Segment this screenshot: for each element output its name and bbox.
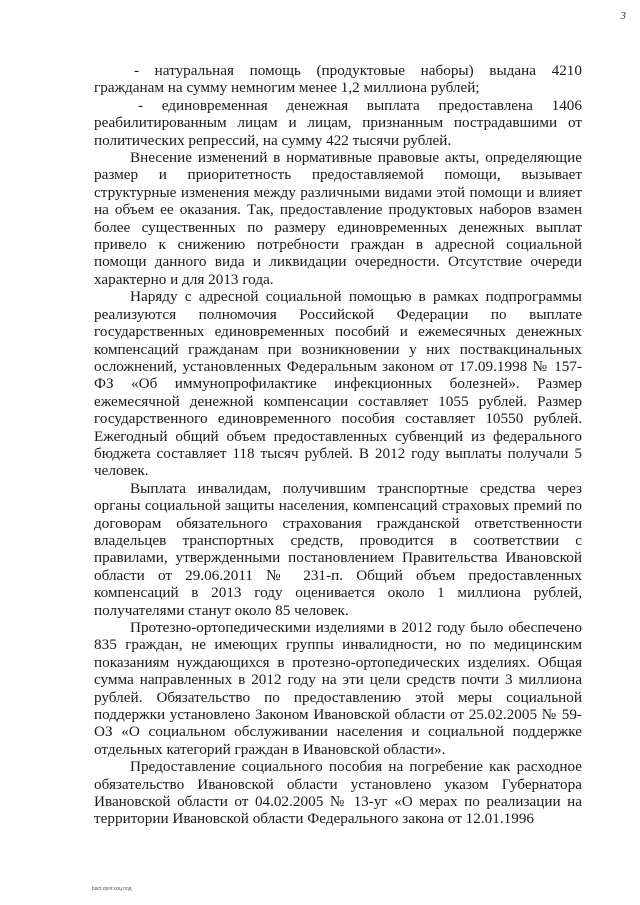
paragraph-lump-sum-payment: - единовременная денежная выплата предоставлена 1406 реабилитированным лицам и лицам, признанным пострадавшими от политических репрессий, на сумму 422 тысячи рублей. <box>94 96 582 149</box>
paragraph-prosthetics: Протезно-ортопедическими изделиями в 2012 году было обеспечено 835 граждан, не имеющих группы инвалидности, но по медицинским показаниям нуждающихся в протезно-ортопедических изделиях. Общая сумма направленных в 2012 году на эти цели средств почти 3 миллиона рублей. Обязательство по предоставлению этой меры социальной поддержки установлено Законом Ивановской области от 25.02.2005 № 59-ОЗ «О социальном обслуживании населения и социальной поддержке отдельных категорий граждан в Ивановской области». <box>94 619 582 758</box>
paragraph-food-aid: - натуральная помощь (продуктовые наборы) выдана 4210 гражданам на сумму немногим менее 1,2 миллиона рублей; <box>94 62 582 97</box>
paragraph-federal-powers: Наряду с адресной социальной помощью в рамках подпрограммы реализуются полномочия Российской Федерации по выплате государственных единовременных пособий и ежемесячных денежных компенсаций гражданам при возникновении у них поствакцинальных осложнений, установленных Федеральным законом от 17.09.1998 № 157-ФЗ «Об иммунопрофилактике инфекционных болезней». Размер ежемесячной денежной компенсации составляет 1055 рублей. Размер государственного единовременного пособия составляет 10550 рублей. Ежегодный общий объем предоставленных субвенций из федерального бюджета составляет 118 тысяч рублей. В 2012 году выплаты получали 5 человек. <box>94 288 582 480</box>
document-body <box>94 62 582 828</box>
paragraph-regulatory-changes: Внесение изменений в нормативные правовые акты, определяющие размер и приоритетность предоставляемой помощи, вызывает структурные изменения между различными видами этой помощи и влияет на объем ее оказания. Так, предоставление продуктовых наборов взамен более существенных по размеру единовременных денежных выплат привело к снижению потребности граждан в адресной социальной помощи данного вида и ликвидации очередности. Отсутствие очереди характерно и для 2013 года. <box>94 149 582 288</box>
paragraph-funeral-allowance: Предоставление социального пособия на погребение как расходное обязательство Ивановской области установлено указом Губернатора Ивановской области от 04.02.2005 № 13-уг «О мерах по реализации на территории Ивановской области Федерального закона от 12.01.1996 <box>94 758 582 828</box>
paragraph-insurance-compensation: Выплата инвалидам, получившим транспортные средства через органы социальной защиты населения, компенсаций страховых премий по договорам обязательного страхования гражданской ответственности владельцев транспортных средств, проводится в соответствии с правилами, утвержденными постановлением Правительства Ивановской области от 29.06.2011 № 231-п. Общий объем предоставленных компенсаций в 2013 году оценивается около 1 миллиона рублей, получателями станут около 85 человек. <box>94 479 582 619</box>
footer-file-note: baсt.прог.соц.под <box>92 886 132 892</box>
page-number: 3 <box>620 10 626 22</box>
